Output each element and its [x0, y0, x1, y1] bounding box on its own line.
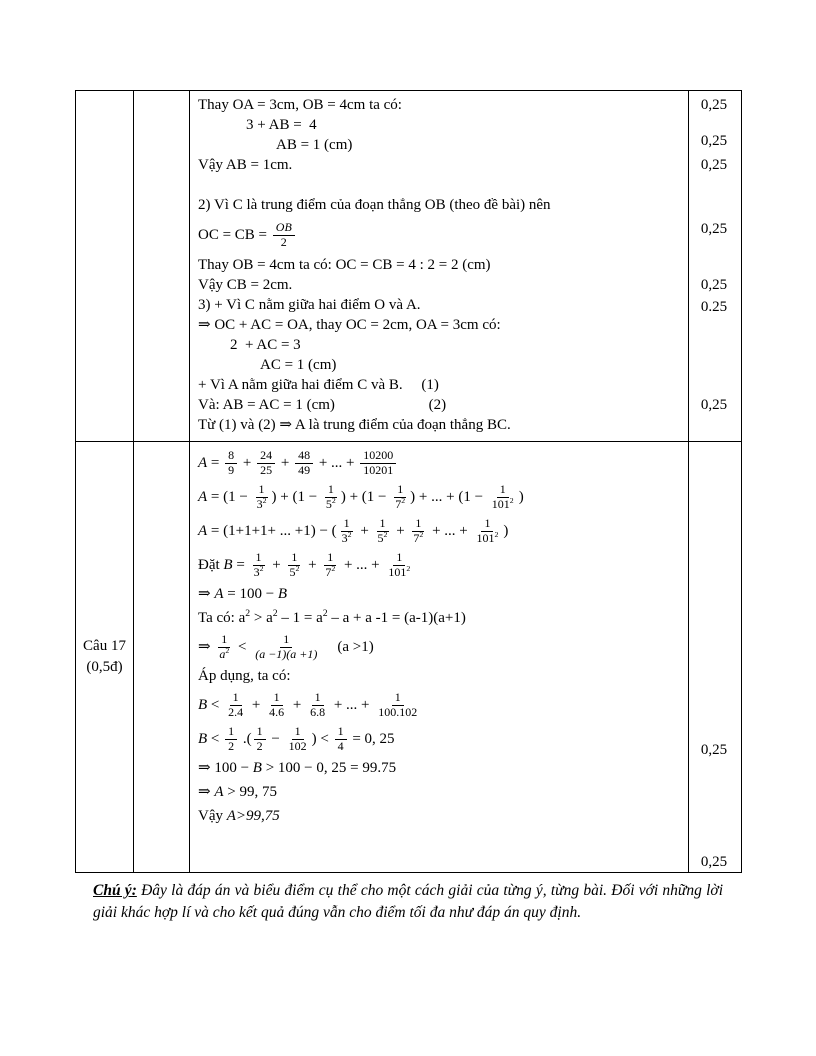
answer-line: AB = 1 (cm): [276, 137, 353, 153]
answer-line: ⇒ A > 99, 75: [198, 784, 277, 800]
answer-line: Và: AB = AC = 1 (cm) (2): [198, 397, 447, 413]
fraction: $\frac{10200}{10201}$: [360, 449, 396, 478]
points-cell: [689, 442, 739, 872]
fraction: $\frac{1}{3^2}$: [253, 549, 264, 579]
answer-line: [198, 175, 682, 195]
answer-line: A = $\frac{8}{9}$ + $\frac{24}{25}$ + $\frac{48}{49}$ + ... + $\frac{10200}{10201}$: [198, 446, 682, 480]
answer-line: B < $\frac{1}{2}$ .( $\frac{1}{2}$ − $\frac{1}{102}$ ) < $\frac{1}{4}$ = 0, 25: [198, 723, 395, 753]
answer-content-cell: [190, 91, 689, 441]
fraction: $\frac{1}{7^2}$: [325, 549, 336, 579]
fraction: $\frac{1}{7^2}$: [413, 515, 424, 545]
answer-line: A = (1 − $\frac{1}{3^2}$ ) + (1 − $\frac{1}{5^2}$ ) + (1 − $\frac{1}{7^2}$ ) + ... + (1 − $\frac{1}{101^2}$ ): [198, 481, 524, 511]
answer-line: Vậy A>99,75: [198, 808, 280, 824]
fraction: $\frac{1}{a^2}$: [219, 631, 230, 661]
fraction: $\frac{1}{5^2}$: [289, 549, 300, 579]
points-value: 0,25: [700, 157, 728, 173]
fraction: $\frac{1}{101^2}$: [491, 481, 514, 511]
answer-line: Ta có: $a^2 > a^2 - 1 = a^2 - a + a$ -1 = (a-1)(a+1): [198, 608, 466, 626]
note-text: Đây là đáp án và biểu điểm cụ thể cho một cách giải của từng ý, từng bài. Đối với những lời giải khác hợp lí và cho kết quả đúng vẫn cho điểm tối đa như đáp án quy định.: [93, 882, 723, 921]
fraction: $\frac{1}{3^2}$: [256, 481, 267, 511]
question-number-cell-empty: [76, 91, 134, 441]
answer-line: A = (1+1+1+ ... +1) − ( $\frac{1}{3^2}$ + $\frac{1}{5^2}$ + $\frac{1}{7^2}$ + ... + $\frac{1}{101^2}$ ): [198, 515, 509, 545]
points-value: 0,25: [700, 133, 728, 149]
table-row: [76, 91, 741, 442]
answer-line: Đặt B = $\frac{1}{3^2}$ + $\frac{1}{5^2}$ + $\frac{1}{7^2}$ + ... + $\frac{1}{101^2}$: [198, 548, 682, 582]
fraction: $\frac{48}{49}$: [295, 449, 313, 478]
question-points: (0,5đ): [86, 659, 123, 675]
fraction: $\frac{1}{4.6}$: [269, 689, 285, 719]
fraction: $\frac{1}{5^2}$: [325, 481, 336, 511]
fraction: $\frac{1}{2}$: [225, 725, 237, 754]
answer-line: 3) + Vì C nằm giữa hai điểm O và A.: [198, 297, 421, 313]
fraction: $\frac{1}{101^2}$: [388, 549, 411, 579]
question-label: Câu 17: [83, 638, 126, 654]
answer-line: Thay OB = 4cm ta có: OC = CB = 4 : 2 = 2 (cm): [198, 257, 491, 273]
answer-line: Vậy AB = 1cm.: [198, 157, 293, 173]
points-value: 0,25: [700, 742, 728, 758]
points-value: 0,25: [700, 277, 728, 293]
answer-line: OC = CB = $\frac{OB}{2}$: [198, 215, 682, 255]
fraction: $\frac{1}{(a -1)(a +1)}$: [255, 631, 318, 661]
fraction: $\frac{1}{102}$: [288, 723, 307, 753]
fraction: $\frac{1}{4}$: [335, 725, 347, 754]
table-row: [76, 442, 741, 872]
spacer-cell-empty: [134, 442, 190, 872]
answer-line: B < $\frac{1}{2.4}$ + $\frac{1}{4.6}$ + $\frac{1}{6.8}$ + ... + $\frac{1}{100.102}$: [198, 688, 682, 722]
answer-line: ⇒ OC + AC = OA, thay OC = 2cm, OA = 3cm có:: [198, 317, 501, 333]
question-number-cell: [76, 442, 134, 872]
points-value: 0,25: [700, 221, 728, 237]
fraction: $\frac{1}{6.8}$: [310, 689, 326, 719]
answer-line: 2) Vì C là trung điểm của đoạn thẳng OB (theo đề bài) nên: [198, 197, 551, 213]
footer-note: [93, 880, 723, 924]
fraction: $\frac{1}{2.4}$: [228, 689, 244, 719]
fraction: $\frac{24}{25}$: [257, 449, 275, 478]
answer-line: 2 + AC = 3: [230, 337, 301, 353]
answer-line: Thay OA = 3cm, OB = 4cm ta có:: [198, 97, 402, 113]
answer-line: + Vì A nằm giữa hai điểm C và B. (1): [198, 377, 439, 393]
answer-line: 3 + AB = 4: [246, 117, 317, 133]
answer-line: AC = 1 (cm): [260, 357, 337, 373]
answer-line: ⇒ A = 100 − B: [198, 586, 288, 602]
note-label: Chú ý:: [93, 882, 137, 899]
answer-table: [75, 90, 742, 873]
fraction: $\frac{1}{2}$: [254, 725, 266, 754]
points-value: 0,25: [700, 854, 728, 870]
points-cell: [689, 91, 739, 441]
answer-line: ⇒ $\frac{1}{a^2}$ < $\frac{1}{(a -1)(a +1)}$ (a >1): [198, 631, 374, 661]
answer-line: Áp dụng, ta có:: [198, 668, 291, 684]
answer-line: Vậy CB = 2cm.: [198, 277, 293, 293]
answer-line: Từ (1) và (2) ⇒ A là trung điểm của đoạn thẳng BC.: [198, 417, 511, 433]
fraction: $\frac{OB}{2}$: [273, 221, 295, 250]
points-value: 0,25: [700, 397, 728, 413]
spacer-cell-empty: [134, 91, 190, 441]
fraction: $\frac{8}{9}$: [225, 449, 237, 478]
fraction: $\frac{1}{100.102}$: [378, 689, 418, 719]
fraction: $\frac{1}{7^2}$: [395, 481, 406, 511]
fraction: $\frac{1}{3^2}$: [341, 515, 352, 545]
answer-content-cell: [190, 442, 689, 872]
points-value: 0,25: [700, 97, 728, 113]
points-value: 0.25: [700, 299, 728, 315]
fraction: $\frac{1}{5^2}$: [377, 515, 388, 545]
fraction: $\frac{1}{101^2}$: [476, 515, 499, 545]
answer-line: ⇒ 100 − B > 100 − 0, 25 = 99.75: [198, 760, 397, 776]
